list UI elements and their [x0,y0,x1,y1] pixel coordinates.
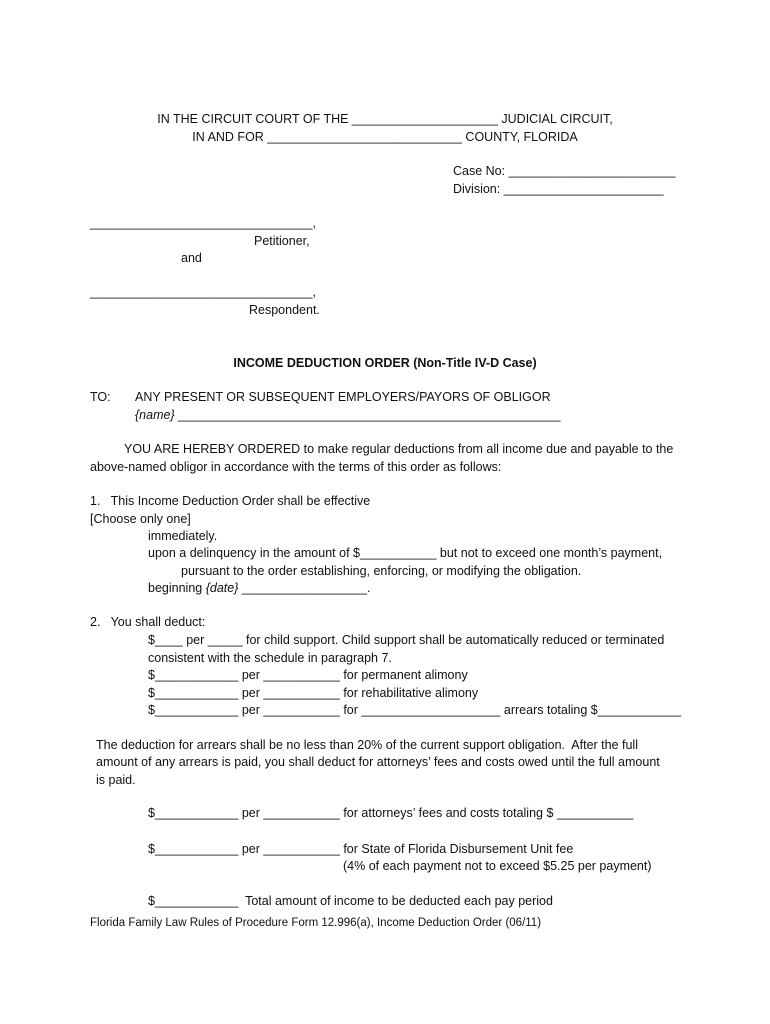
name-hint: {name} [135,408,175,422]
obligor-name-line [135,408,560,423]
to-label: TO: [90,390,111,404]
document-title: INCOME DEDUCTION ORDER (Non-Title IV-D Case) [233,356,537,370]
name-blank: _______________________________________________________ [174,408,561,422]
intro-line-1: YOU ARE HEREBY ORDERED to make regular deductions from all income due and payable to the [124,442,674,456]
option-immediately: immediately. [148,529,218,543]
arrears-note-line-1: The deduction for arrears shall be no less than 20% of the current support obligation. After the full [96,738,638,752]
option-delinquency: upon a delinquency in the amount of $___________ but not to exceed one month’s payment, [148,546,663,560]
arrears-line: $____________ per ___________ for ____________________ arrears totaling $____________ [148,703,682,717]
arrears-note-line-2: amount of any arrears is paid, you shall deduct for attorneys’ fees and costs owed until the full amount [96,755,660,769]
and-label: and [181,251,202,265]
petitioner-label: Petitioner, [254,234,310,248]
disbursement-fee-line: $____________ per ___________ for State of Florida Disbursement Unit fee [148,842,574,856]
intro-line-2: above-named obligor in accordance with the terms of this order as follows: [90,460,502,474]
section-1-heading: 1. This Income Deduction Order shall be effective [90,494,371,508]
attorney-fees-line: $____________ per ___________ for attorneys’ fees and costs totaling $ ___________ [148,806,634,820]
respondent-blank: ________________________________, [90,285,316,299]
permanent-alimony-line: $____________ per ___________ for permanent alimony [148,668,468,682]
child-support-cont: consistent with the schedule in paragraph 7. [148,651,392,665]
section-2-heading: 2. You shall deduct: [90,615,206,629]
beginning-text: beginning [148,581,206,595]
addressee: ANY PRESENT OR SUBSEQUENT EMPLOYERS/PAYORS OF OBLIGOR [135,390,551,404]
petitioner-blank: ________________________________, [90,216,316,230]
form-footer: Florida Family Law Rules of Procedure Form 12.996(a), Income Deduction Order (06/11) [90,917,542,929]
rehabilitative-alimony-line: $____________ per ___________ for rehabilitative alimony [148,686,479,700]
date-hint: {date} [205,581,239,595]
respondent-label: Respondent. [249,303,320,317]
total-deduction-line: $____________ Total amount of income to be deducted each pay period [148,894,553,908]
date-blank: __________________. [238,581,371,595]
choose-only-one: [Choose only one] [90,512,191,526]
division-field: Division: _______________________ [453,182,664,196]
option-delinquency-cont: pursuant to the order establishing, enforcing, or modifying the obligation. [181,564,582,578]
court-line: IN THE CIRCUIT COURT OF THE _____________________ JUDICIAL CIRCUIT, [157,112,613,126]
disbursement-fee-note: (4% of each payment not to exceed $5.25 per payment) [343,859,652,873]
arrears-note-line-3: is paid. [96,773,136,787]
child-support-line: $____ per _____ for child support. Child support shall be automatically reduced or terminated [148,633,665,647]
county-line: IN AND FOR ____________________________ COUNTY, FLORIDA [192,130,578,144]
case-number-field: Case No: ________________________ [453,164,676,178]
option-beginning [148,581,370,596]
